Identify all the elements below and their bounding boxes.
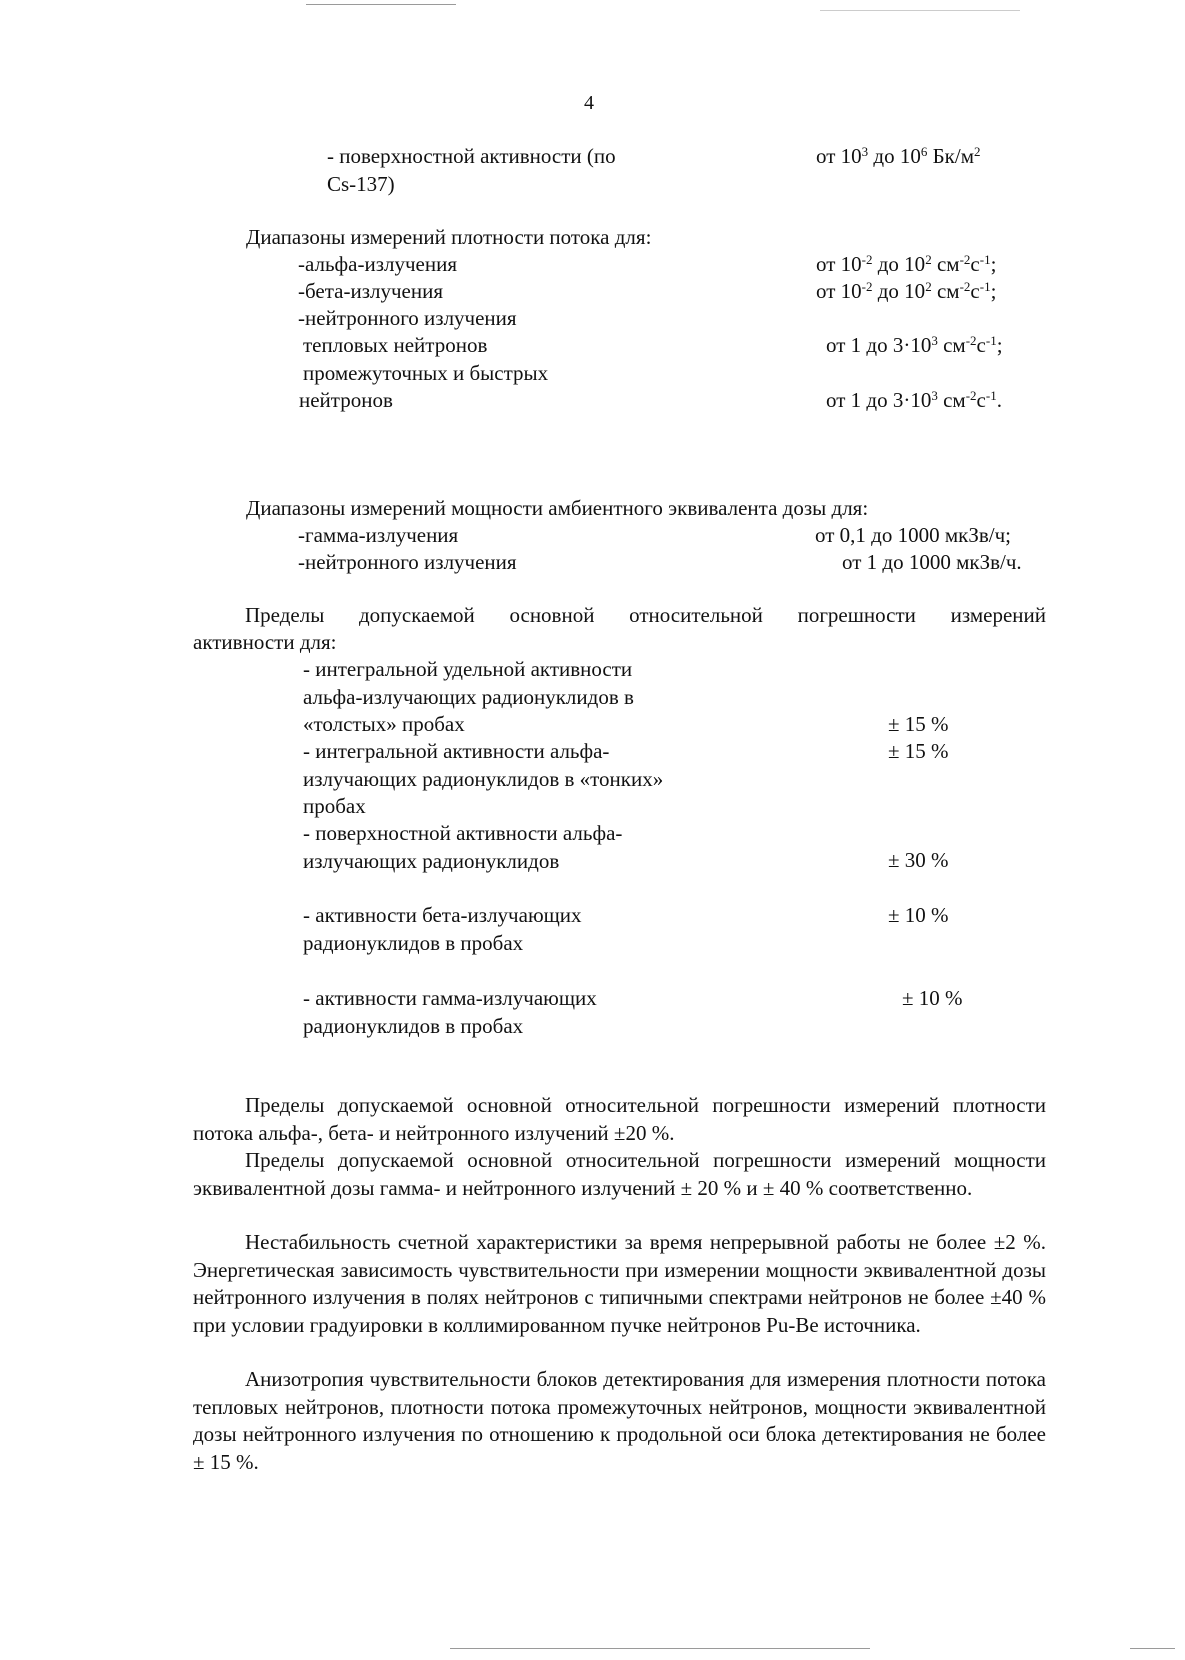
error-item-line: - интегральной активности альфа- (303, 739, 610, 763)
error-item-integral-specific (303, 656, 634, 739)
error-item-surface-alpha (303, 820, 622, 875)
error-item-line: - интегральной удельной активности (303, 657, 633, 681)
error-item-line: «толстых» пробах (303, 712, 465, 736)
paragraph-anisotropy: Анизотропия чувствительности блоков детектирования для измерения плотности потока тепловых нейтронов, плотности потока промежуточных нейтронов, мощности эквивалентной дозы нейтронного излучения по отношению к продольной оси блока детектирования не более ± 15 %. (193, 1367, 1046, 1474)
flux-beta-label: -бета-излучения (298, 279, 444, 303)
error-item-line: излучающих радионуклидов в «тонких» (303, 766, 664, 791)
dose-heading: Диапазоны измерений мощности амбиентного эквивалента дозы для: (246, 496, 869, 520)
paragraph-flux-error: Пределы допускаемой основной относительной погрешности измерений плотности потока альфа-, бета- и нейтронного излучений ±20 %. (193, 1093, 1046, 1145)
paragraph-instability: Нестабильность счетной характеристики за время непрерывной работы не более ±2 %. Энергетическая зависимость чувствительности при измерении мощности эквивалентной дозы нейтронного излучения в полях нейтронов с типичными спектрами нейтронов не более ±40 % при условии градуировки в коллимированном пучке нейтронов Pu-Be источника. (193, 1230, 1046, 1337)
errors-heading-line-1: Пределы допускаемой основной относительной погрешности измерений (245, 603, 1046, 627)
error-value-gamma: ± 10 % (902, 986, 963, 1010)
flux-heading: Диапазоны измерений плотности потока для: (246, 225, 652, 249)
error-item-line: пробах (303, 794, 366, 818)
flux-intermediate-range: от 1 до $3\cdot 10^3$ $см^{-2}с^{-1}$. (826, 388, 1002, 412)
flux-alpha-range: от $10^{-2}$ до $10^2$ $см^{-2}с^{-1}$; (816, 252, 997, 276)
error-value-integral-thin: ± 15 % (888, 739, 949, 763)
scan-artifact-top-left (306, 4, 456, 5)
paragraph-dose-error: Пределы допускаемой основной относительной погрешности измерений мощности эквивалентной дозы гамма- и нейтронного излучений ± 20 % и ± 40 % соответственно. (193, 1148, 1046, 1200)
error-item-line: альфа-излучающих радионуклидов в (303, 684, 634, 709)
flux-intermediate-label-1: промежуточных и быстрых (303, 361, 549, 385)
scan-artifact-bottom (450, 1648, 870, 1649)
error-item-line: - активности бета-излучающих (303, 903, 582, 927)
error-value-surface-alpha: ± 30 % (888, 848, 949, 872)
error-value-beta: ± 10 % (888, 903, 949, 927)
page-number: 4 (584, 92, 594, 114)
dose-gamma-label: -гамма-излучения (298, 523, 459, 547)
error-item-integral-thin (303, 738, 663, 821)
surface-activity-label-1: - поверхностной активности (по (327, 144, 616, 168)
error-item-line: радионуклидов в пробах (303, 1013, 524, 1038)
errors-heading-line-2: активности для: (193, 630, 337, 654)
scan-artifact-bottom-right (1130, 1648, 1175, 1649)
dose-neutron-label: -нейтронного излучения (298, 550, 517, 574)
dose-gamma-range: от 0,1 до 1000 мкЗв/ч; (815, 523, 1011, 547)
error-item-line: излучающих радионуклидов (303, 848, 560, 873)
flux-thermal-label: тепловых нейтронов (303, 333, 488, 357)
surface-activity-label-2: Cs-137) (327, 172, 395, 196)
scan-artifact-top-right (820, 10, 1020, 11)
flux-alpha-label: -альфа-излучения (298, 252, 458, 276)
flux-neutron-label: -нейтронного излучения (298, 306, 517, 330)
error-item-line: - активности гамма-излучающих (303, 986, 597, 1010)
flux-beta-range: от $10^{-2}$ до $10^2$ $см^{-2}с^{-1}$; (816, 279, 997, 303)
surface-activity-range: от $10^3$ до $10^6$ $Бк/м^2$ (816, 144, 981, 168)
error-item-line: радионуклидов в пробах (303, 930, 524, 955)
error-item-beta (303, 902, 582, 957)
error-item-line: - поверхностной активности альфа- (303, 821, 623, 845)
dose-neutron-range: от 1 до 1000 мкЗв/ч. (842, 550, 1022, 574)
error-item-gamma (303, 985, 597, 1040)
flux-thermal-range: от 1 до $3\cdot 10^3$ $см^{-2}с^{-1}$; (826, 333, 1003, 357)
flux-intermediate-label-2: нейтронов (299, 388, 393, 412)
error-value-integral-specific: ± 15 % (888, 712, 949, 736)
